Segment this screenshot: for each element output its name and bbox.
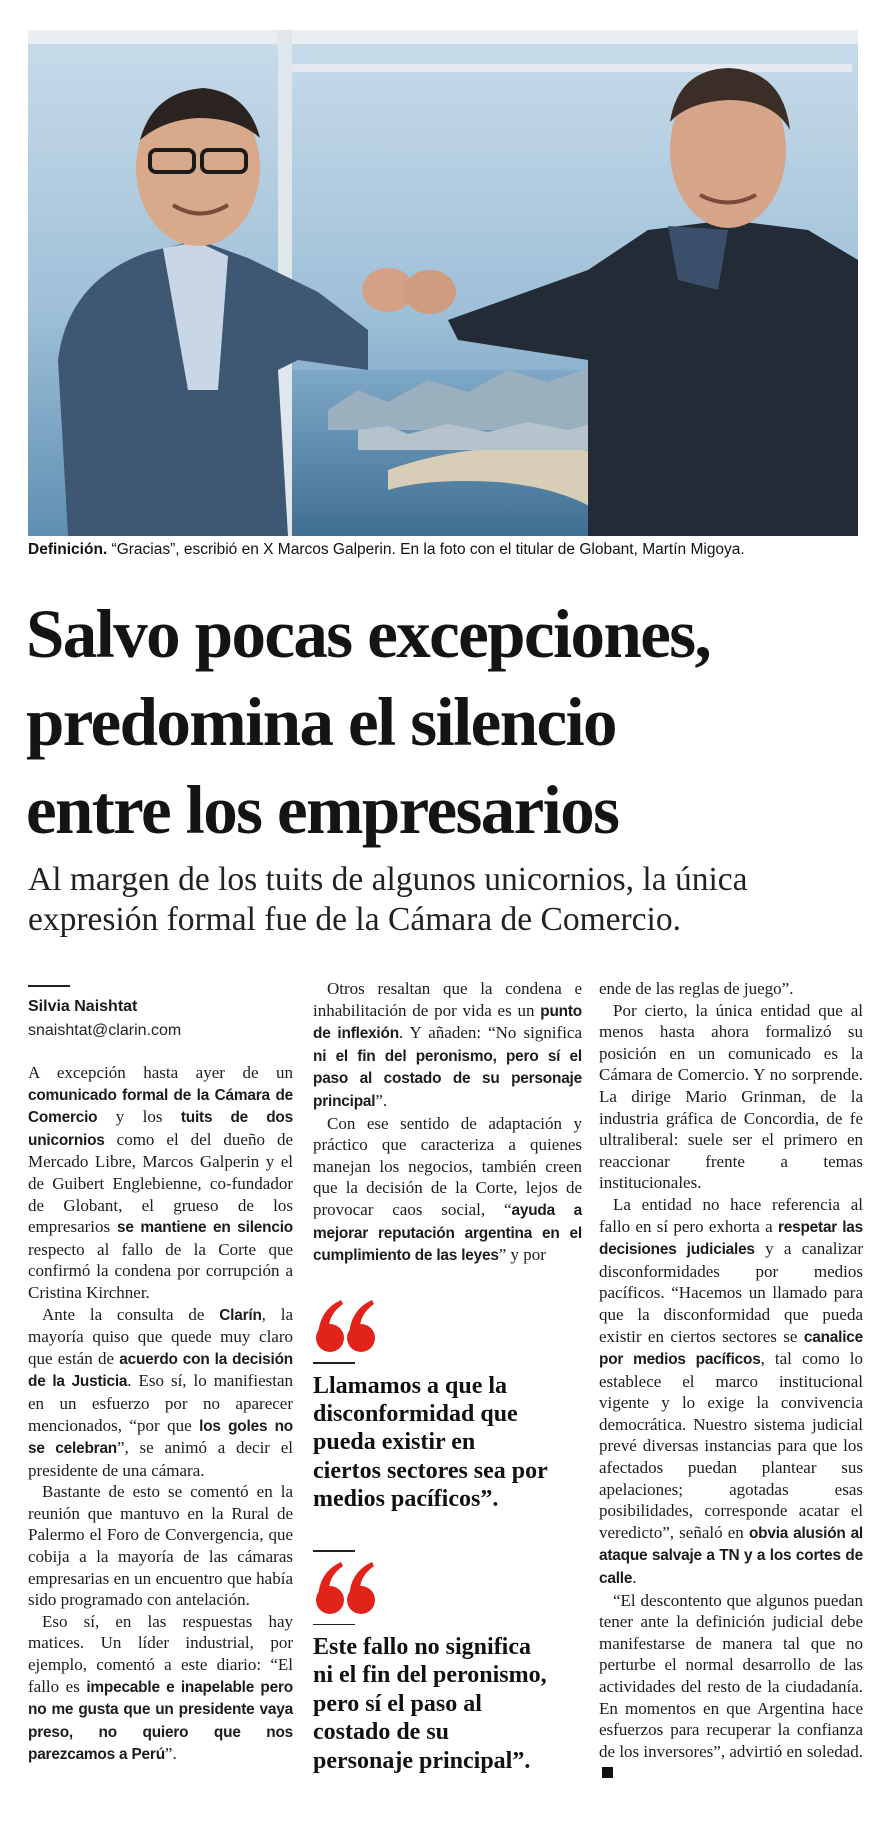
body-text: Con ese sentido de adaptación y práctico que caracteriza a quienes manejan los negocios, también creen que la decisión de la Corte, lejos de provocar caos social, “ bbox=[313, 1113, 582, 1219]
pull-quote-line: personaje principal”. bbox=[313, 1747, 531, 1774]
headline-line: predomina el silencio bbox=[26, 684, 616, 760]
quote-mark-icon bbox=[315, 1558, 377, 1620]
bold-text: acuerdo con la decisión de la Justicia bbox=[28, 1350, 293, 1391]
pull-quote-line: costado de su bbox=[313, 1719, 450, 1746]
body-text: como el del dueño de Mercado Libre, Marcos Galperin y el de Guibert Englebienne, co-fundador de Globant, el grueso de los empresarios bbox=[28, 1129, 293, 1237]
quote-divider bbox=[313, 1624, 355, 1626]
body-text: ”, se animó a decir el presidente de una cámara. bbox=[28, 1438, 293, 1480]
caption-label: Definición. bbox=[28, 541, 108, 558]
body-text: Bastante de esto se comentó en la reunión que mantuvo en la Rural de Palermo el Foro de Convergencia, que cobija a la mayoría de las cámaras empresarias en un encuentro que había sido programado con antelación. bbox=[28, 1482, 293, 1610]
bold-text: impecable e inapelable pero no me gusta que un presidente vaya preso, no quiero que nos parezcamos a Perú bbox=[28, 1678, 293, 1764]
bold-text: se mantiene en silencio bbox=[117, 1219, 294, 1237]
bold-text: Clarín bbox=[219, 1306, 262, 1324]
bold-text: respetar las decisiones judiciales bbox=[599, 1218, 863, 1259]
paragraph bbox=[313, 1113, 582, 1267]
body-text: ”. bbox=[164, 1744, 177, 1764]
headline-line: Salvo pocas excepciones, bbox=[26, 596, 711, 672]
paragraph bbox=[599, 1000, 863, 1194]
quote-mark-icon bbox=[315, 1296, 377, 1358]
bold-text: ni el fin del peronismo, pero sí el paso al costado de su personaje principal bbox=[313, 1047, 582, 1110]
author-email[interactable]: snaishtat@clarin.com bbox=[28, 1022, 182, 1039]
body-text: y los bbox=[97, 1107, 181, 1127]
caption-text: “Gracias”, escribió en X Marcos Galperin. En la foto con el titular de Globant, Martín Migoya. bbox=[107, 541, 745, 558]
pull-quote-line: pueda existir en bbox=[313, 1429, 476, 1456]
body-text: ”. bbox=[375, 1090, 388, 1110]
bold-text: obvia alusión al ataque salvaje a TN y a los cortes de calle bbox=[599, 1524, 864, 1588]
subheadline-line: Al margen de los tuits de algunos unicornios, la única bbox=[28, 861, 748, 898]
body-text: . Eso sí, lo manifiestan en un esfuerzo por no aparecer mencionados, “por que bbox=[28, 1371, 293, 1435]
body-text: Por cierto, la única entidad que al menos hasta ahora formalizó su posición en un comunicado es la Cámara de Comercio. Y no sorprende. La dirige Mario Grinman, de la industria gráfica de Concordia, de fe ultraliberal: suele ser el primero en reaccionar frente a temas institucionales. bbox=[599, 1000, 863, 1193]
end-of-article-mark bbox=[602, 1767, 613, 1778]
body-text: La entidad no hace referencia al fallo en sí pero exhorta a bbox=[599, 1194, 863, 1236]
headline bbox=[26, 590, 866, 854]
body-text: Eso sí, en las respuestas hay matices. Un líder industrial, por ejemplo, comentó a este diario: “El fallo es bbox=[28, 1611, 293, 1696]
photo-caption bbox=[28, 540, 858, 560]
photo-illustration bbox=[28, 30, 858, 536]
quote-divider bbox=[313, 1550, 355, 1552]
bold-text: canalice por medios pacíficos bbox=[599, 1328, 863, 1369]
pull-quote-line: Este fallo no significa bbox=[313, 1634, 532, 1660]
pull-quote-text bbox=[313, 1372, 582, 1514]
body-text: Otros resaltan que la condena e inhabilitación de por vida es un bbox=[313, 979, 582, 1020]
quote-divider bbox=[313, 1362, 355, 1364]
bold-text: punto de inflexión bbox=[313, 1002, 582, 1043]
pull-quote-text bbox=[313, 1633, 582, 1775]
body-text: . bbox=[632, 1568, 637, 1588]
byline-divider bbox=[28, 985, 70, 987]
bold-text: los goles no se celebran bbox=[28, 1417, 294, 1458]
body-text: ende de las reglas de juego”. bbox=[599, 979, 794, 998]
paragraph bbox=[28, 1481, 293, 1611]
paragraph bbox=[28, 1611, 293, 1766]
body-text: y a canalizar disconformidades por medios pacíficos. “Hacemos un llamado para que la disconformidad que pueda existir en ciertos sectores se bbox=[599, 1239, 863, 1346]
body-text: , tal como lo establece el marco institucional vigente y lo exige la convivencia democrática. Nuestro sistema judicial prevé diversas instancias para que los afectados puedan plantear sus apelaciones; agotadas esas posibilidades, corresponde acatar el veredicto”, señaló en bbox=[599, 1349, 863, 1542]
paragraph bbox=[599, 1194, 863, 1590]
paragraph bbox=[599, 1590, 863, 1784]
body-text: . Y añaden: “No significa bbox=[398, 1023, 583, 1043]
pull-quote-line: disconformidad que bbox=[313, 1400, 518, 1427]
paragraph bbox=[313, 978, 582, 1113]
paragraph bbox=[28, 1304, 293, 1482]
body-text: ” y por bbox=[498, 1245, 546, 1265]
article-column-2 bbox=[313, 978, 582, 1267]
body-text: , la mayoría quiso que quede muy claro que están de bbox=[28, 1304, 293, 1368]
bold-text: comunicado formal de la Cámara de Comercio bbox=[28, 1086, 293, 1127]
pull-quote-line: ciertos sectores sea por bbox=[313, 1457, 548, 1484]
pull-quote-2 bbox=[313, 1550, 582, 1775]
paragraph bbox=[28, 1062, 293, 1304]
body-text: “El descontento que algunos puedan tener ante la definición judicial debe manifestarse de manera tal que no perturbe el normal desarrollo de las actividades del resto de la ciudadanía. En momentos en que Argentina hace esfuerzos para recuperar la confianza de los inversores”, advirtió en soledad. bbox=[599, 1590, 863, 1761]
bold-text: tuits de dos unicornios bbox=[28, 1109, 293, 1149]
pull-quote-line: Llamamos a que la bbox=[313, 1372, 508, 1399]
bold-text: ayuda a mejorar reputación argentina en el cumplimiento de las leyes bbox=[313, 1201, 582, 1265]
article-column-1 bbox=[28, 1062, 293, 1766]
body-text: A excepción hasta ayer de un bbox=[28, 1063, 293, 1082]
article-column-3 bbox=[599, 978, 863, 1784]
paragraph bbox=[599, 978, 863, 1000]
body-text: Ante la consulta de bbox=[42, 1304, 220, 1324]
subheadline bbox=[28, 860, 868, 940]
pull-quote-line: ni el fin del peronismo, bbox=[313, 1662, 547, 1689]
pull-quote-line: pero sí el paso al bbox=[313, 1690, 482, 1717]
pull-quote-line: medios pacíficos”. bbox=[313, 1486, 499, 1513]
article-photo bbox=[28, 30, 858, 536]
subheadline-line: expresión formal fue de la Cámara de Comercio. bbox=[28, 901, 681, 938]
pull-quote-1 bbox=[313, 1296, 582, 1514]
author-name: Silvia Naishtat bbox=[28, 998, 138, 1015]
headline-line: entre los empresarios bbox=[26, 772, 619, 848]
body-text: respecto al fallo de la Corte que confirmó la condena por corrupción a Cristina Kirchner. bbox=[28, 1239, 293, 1302]
